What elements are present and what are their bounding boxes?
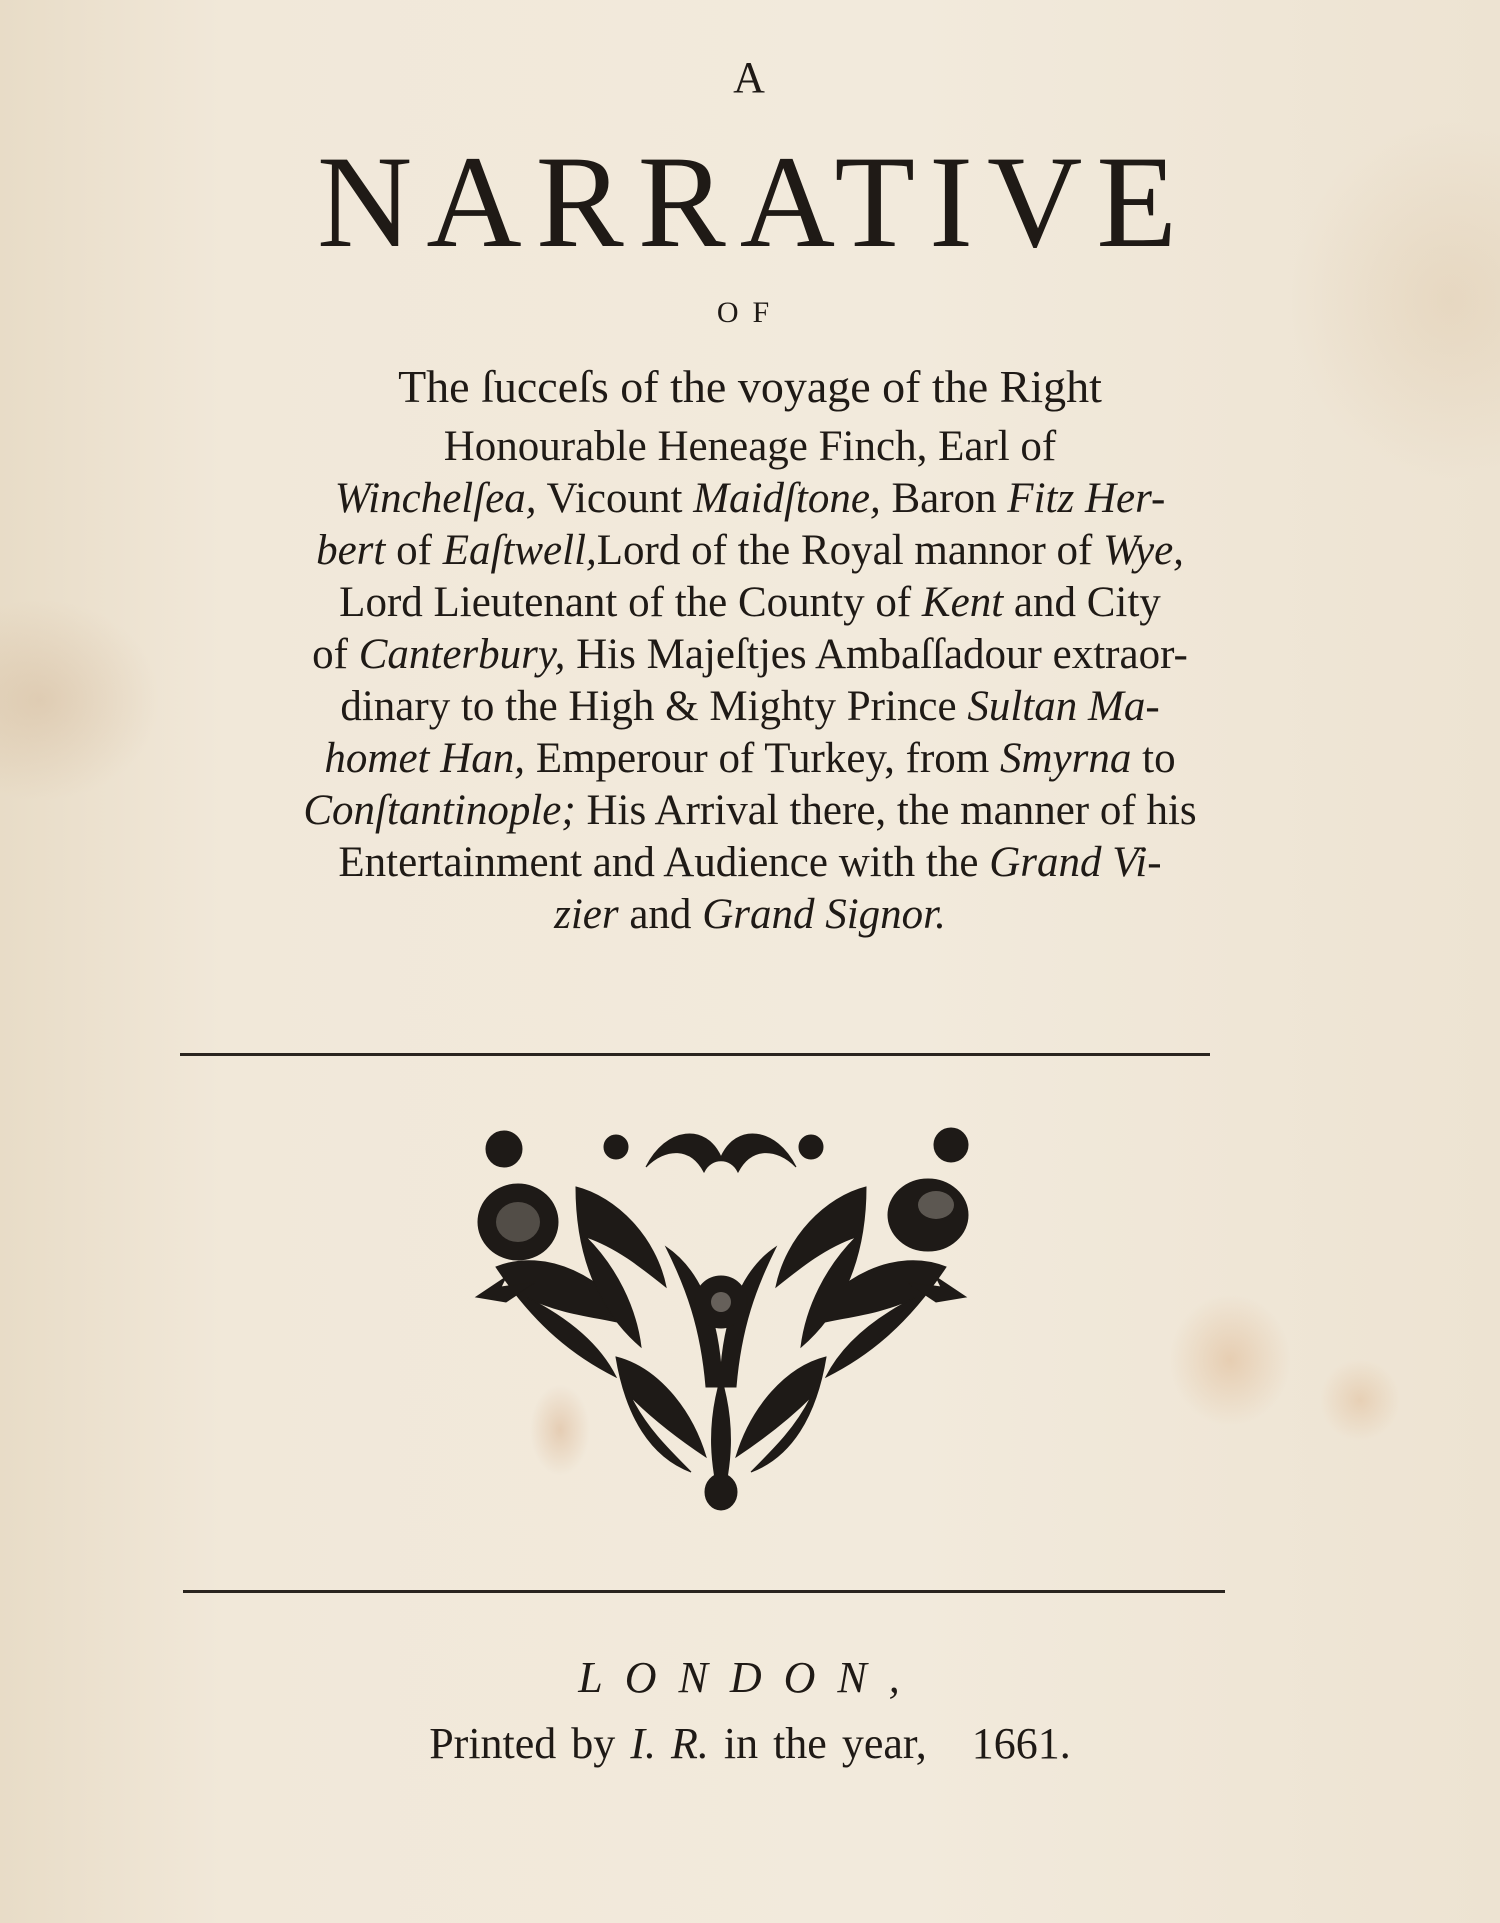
imprint-year: 1661. bbox=[971, 1719, 1071, 1768]
subtitle-line-10 bbox=[0, 838, 1500, 888]
subtitle-line-8 bbox=[0, 734, 1500, 784]
subtitle-text-italic: Smyrna bbox=[1000, 735, 1132, 782]
subtitle-text: of bbox=[385, 527, 443, 574]
subtitle-line-7 bbox=[0, 682, 1500, 732]
subtitle-line-4 bbox=[0, 526, 1500, 576]
subtitle-text-italic: Winchelſea, bbox=[334, 475, 537, 522]
subtitle-text: of bbox=[312, 631, 359, 678]
subtitle-line-2 bbox=[0, 422, 1500, 472]
subtitle-line-1 bbox=[0, 362, 1500, 412]
subtitle-text: His Arrival there, the manner of his bbox=[575, 787, 1197, 834]
subtitle-text-italic: Kent bbox=[921, 579, 1004, 626]
page-title: NARRATIVE bbox=[317, 128, 1191, 275]
subtitle-text-italic: Conſtantinople; bbox=[303, 787, 576, 834]
subtitle-text: Emperour of Turkey, from bbox=[525, 735, 1000, 782]
subtitle-text-italic: zier bbox=[554, 891, 619, 938]
subtitle-line-9 bbox=[0, 786, 1500, 836]
subtitle-text: Honourable Heneage Finch, Earl of bbox=[443, 423, 1057, 470]
imprint-line bbox=[0, 1718, 1500, 1769]
subtitle-text: dinary to the High & Mighty Prince bbox=[340, 683, 968, 730]
subtitle-text: Lord Lieutenant of the County of bbox=[339, 579, 922, 626]
subtitle-text-italic: Maidſtone, bbox=[693, 475, 881, 522]
subtitle-text: Lord of the Royal mannor of bbox=[596, 527, 1104, 574]
subtitle-line-3 bbox=[0, 474, 1500, 524]
subtitle-text-italic: Sultan Ma- bbox=[967, 683, 1160, 730]
subtitle-text: Vicount bbox=[536, 475, 694, 522]
imprint-suffix: in the year, bbox=[708, 1719, 927, 1768]
title-of: OF bbox=[716, 296, 784, 329]
imprint-city: LONDON, bbox=[578, 1653, 922, 1702]
divider-rule-top bbox=[180, 1053, 1210, 1056]
subtitle-text-italic: Fitz Her- bbox=[1007, 475, 1166, 522]
subtitle-text: to bbox=[1131, 735, 1176, 782]
imprint-prefix: Printed by bbox=[429, 1719, 631, 1768]
subtitle-line-6 bbox=[0, 630, 1500, 680]
subtitle-text-italic: Canterbury, bbox=[358, 631, 566, 678]
subtitle-text-italic: Wye, bbox=[1103, 527, 1184, 574]
subtitle-text: The ſucceſs of the voyage of the Right bbox=[398, 361, 1102, 412]
subtitle-text-italic: homet Han, bbox=[324, 735, 526, 782]
floral-ornament-icon bbox=[466, 1127, 976, 1517]
divider-rule-bottom bbox=[183, 1590, 1225, 1593]
subtitle-text: His Majeſtjes Ambaſſadour extraor- bbox=[565, 631, 1188, 678]
subtitle-text: and bbox=[618, 891, 703, 938]
subtitle-text-italic: Grand Signor. bbox=[702, 891, 946, 938]
subtitle-text-italic: Grand Vi- bbox=[989, 839, 1162, 886]
imprint-printer: I. R. bbox=[630, 1719, 709, 1768]
subtitle-text-italic: bert bbox=[316, 527, 386, 574]
subtitle-text: Entertainment and Audience with the bbox=[338, 839, 990, 886]
subtitle-line-11 bbox=[0, 890, 1500, 940]
subtitle-text-italic: Eaſtwell, bbox=[442, 527, 597, 574]
title-article: A bbox=[733, 53, 767, 102]
subtitle-text: Baron bbox=[880, 475, 1008, 522]
subtitle-text: and City bbox=[1003, 579, 1161, 626]
subtitle-line-5 bbox=[0, 578, 1500, 628]
